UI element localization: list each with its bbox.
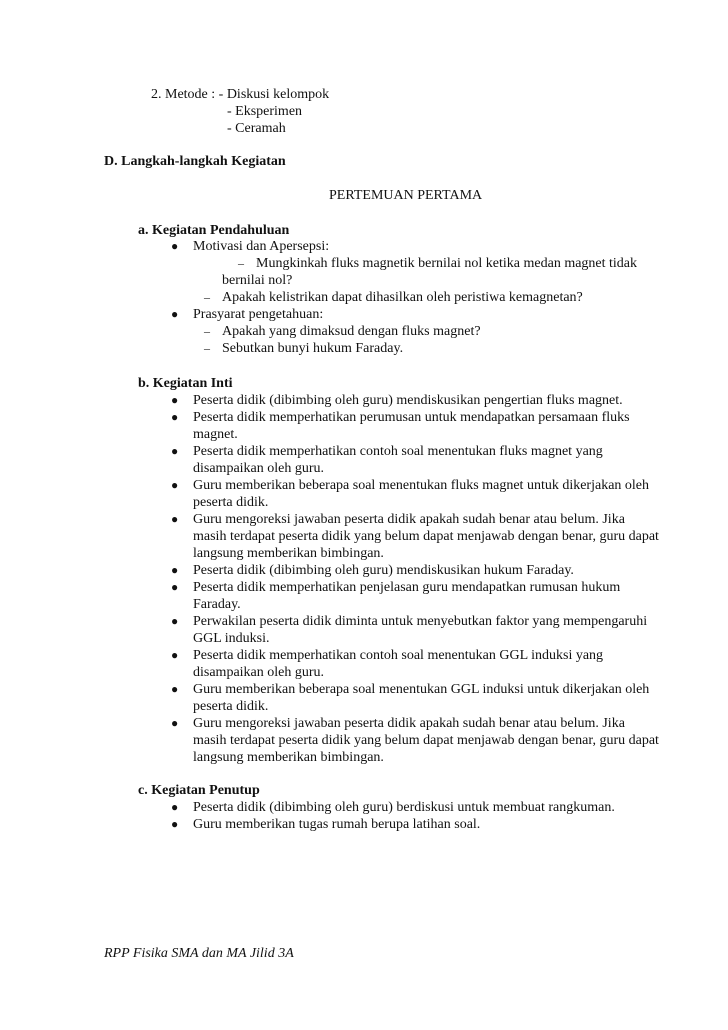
metode-item-eksperimen: - Eksperimen [227, 104, 303, 119]
bullet-icon: ● [171, 716, 179, 730]
motivasi-label: Motivasi dan Apersepsi: [193, 239, 330, 254]
metode-label: 2. Metode : - Diskusi kelompok [151, 87, 330, 102]
list-item: ● Guru memberikan beberapa soal menentukan GGL induksi untuk dikerjakan oleh peserta didik. [171, 682, 650, 714]
list-item: ● Peserta didik memperhatikan contoh soal menentukan fluks magnet yang disampaikan oleh guru. [171, 444, 603, 476]
dash-icon: – [204, 341, 210, 355]
list-item: ● Peserta didik memperhatikan penjelasan guru mendapatkan rumusan hukum Faraday. [171, 580, 621, 612]
bullet-icon: ● [171, 307, 179, 321]
page-footer: RPP Fisika SMA dan MA Jilid 3A [104, 946, 294, 961]
bullet-icon: ● [171, 580, 179, 594]
section-d-heading: D. Langkah-langkah Kegiatan [104, 154, 286, 169]
bullet-icon: ● [171, 444, 179, 458]
bullet-icon: ● [171, 239, 179, 253]
list-item: ● Peserta didik (dibimbing oleh guru) mendiskusikan pengertian fluks magnet. [171, 393, 623, 408]
pendahuluan-heading: a. Kegiatan Pendahuluan [138, 223, 290, 238]
bullet-icon: ● [171, 512, 179, 526]
list-item: ● Guru mengoreksi jawaban peserta didik apakah sudah benar atau belum. Jika masih terdapat peserta didik yang belum dapat menjawab dengan benar, guru dapat langsung memberikan bimbingan. [171, 716, 659, 765]
list-item: ● Guru memberikan tugas rumah berupa latihan soal. [171, 817, 481, 832]
list-item: ● Peserta didik memperhatikan contoh soal menentukan GGL induksi yang disampaikan oleh guru. [171, 648, 604, 680]
list-item: ● Guru memberikan beberapa soal menentukan fluks magnet untuk dikerjakan oleh peserta didik. [171, 478, 650, 510]
bullet-icon: ● [171, 800, 179, 814]
list-item: ● Peserta didik (dibimbing oleh guru) berdiskusi untuk membuat rangkuman. [171, 800, 615, 815]
inti-heading: b. Kegiatan Inti [138, 376, 233, 391]
dash-icon: – [238, 256, 244, 270]
motivasi-question-2: Apakah kelistrikan dapat dihasilkan oleh peristiwa kemagnetan? [222, 290, 583, 305]
list-item: ● Peserta didik (dibimbing oleh guru) mendiskusikan hukum Faraday. [171, 563, 574, 578]
list-item: ● Peserta didik memperhatikan perumusan untuk mendapatkan persamaan fluks magnet. [171, 410, 630, 442]
dash-icon: – [204, 290, 210, 304]
prasyarat-question-1: Apakah yang dimaksud dengan fluks magnet? [222, 324, 481, 339]
bullet-icon: ● [171, 393, 179, 407]
list-item: ● Perwakilan peserta didik diminta untuk menyebutkan faktor yang mempengaruhi GGL induksi. [171, 614, 648, 646]
dash-icon: – [204, 324, 210, 338]
bullet-icon: ● [171, 614, 179, 628]
penutup-list [171, 799, 661, 833]
meeting-title: PERTEMUAN PERTAMA [329, 188, 483, 203]
bullet-icon: ● [171, 563, 179, 577]
list-item: ● Guru mengoreksi jawaban peserta didik apakah sudah benar atau belum. Jika masih terdapat peserta didik yang belum dapat menjawab dengan benar, guru dapat langsung memberikan bimbingan. [171, 512, 659, 561]
bullet-icon: ● [171, 478, 179, 492]
prasyarat-label: Prasyarat pengetahuan: [193, 307, 324, 322]
bullet-icon: ● [171, 648, 179, 662]
bullet-icon: ● [171, 817, 179, 831]
motivasi-question-1: Mungkinkah fluks magnetik bernilai nol ketika medan magnet tidak [256, 256, 638, 271]
inti-list [171, 392, 661, 766]
motivasi-question-1-cont: bernilai nol? [222, 273, 293, 288]
penutup-heading: c. Kegiatan Penutup [138, 783, 260, 798]
prasyarat-question-2: Sebutkan bunyi hukum Faraday. [222, 341, 404, 356]
metode-item-ceramah: - Ceramah [227, 121, 286, 136]
bullet-icon: ● [171, 410, 179, 424]
bullet-icon: ● [171, 682, 179, 696]
